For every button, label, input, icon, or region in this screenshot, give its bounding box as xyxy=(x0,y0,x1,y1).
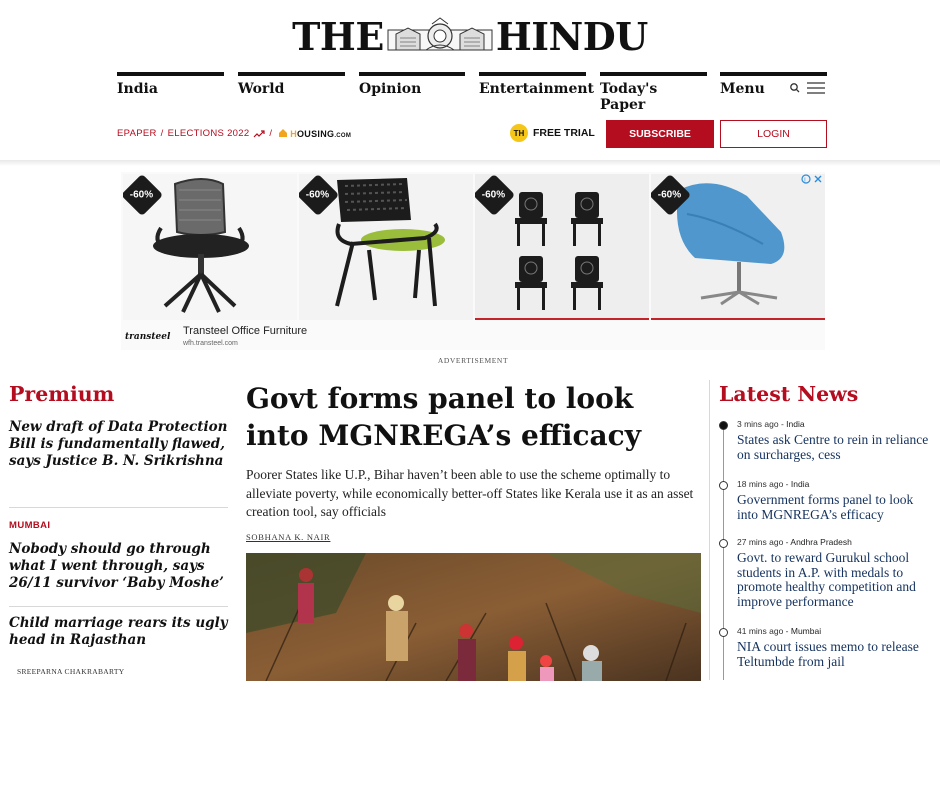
housing-house-icon xyxy=(279,129,287,137)
housing-rest: OUSING xyxy=(297,128,335,139)
th-badge-icon: TH xyxy=(510,124,528,142)
lead-story xyxy=(246,380,702,542)
story-kicker[interactable]: MUMBAI xyxy=(9,520,51,531)
nav-label: India xyxy=(117,81,158,97)
meta-sep: - xyxy=(783,479,791,489)
nav-item-world[interactable] xyxy=(238,72,345,98)
elections-link[interactable]: ELECTIONS 2022 xyxy=(167,128,250,139)
news-section[interactable]: Mumbai xyxy=(790,626,822,636)
housing-link[interactable] xyxy=(279,129,351,139)
nav-label: World xyxy=(238,81,285,97)
free-trial-link[interactable] xyxy=(510,124,595,142)
premium-section xyxy=(9,382,228,676)
news-headline[interactable]: Govt. to reward Gurukul school students in A.P. with medals to promote healthy competition and improve performance xyxy=(737,550,916,609)
masthead-logo[interactable] xyxy=(0,12,940,60)
search-menu-icon[interactable] xyxy=(789,80,827,96)
news-headline[interactable]: Government forms panel to look into MGNREGA’s efficacy xyxy=(737,492,914,522)
premium-title[interactable]: Premium xyxy=(9,382,115,406)
main-nav xyxy=(117,72,827,113)
link-separator: / xyxy=(160,128,164,139)
ad-product-tile[interactable] xyxy=(475,174,649,320)
nav-label: Today's Paper xyxy=(600,81,658,113)
svg-text:i: i xyxy=(804,177,806,184)
lead-byline[interactable]: SOBHANA K. NAIR xyxy=(246,531,331,542)
news-section[interactable]: Andhra Pradesh xyxy=(790,537,852,547)
news-meta xyxy=(737,479,809,489)
subscribe-button[interactable]: SUBSCRIBE xyxy=(606,120,714,148)
link-separator: / xyxy=(269,128,273,139)
quick-links xyxy=(117,128,351,139)
timeline-dot-icon xyxy=(719,481,728,490)
meta-sep: - xyxy=(783,626,791,636)
news-time: 27 mins ago xyxy=(737,537,784,547)
news-headline[interactable]: NIA court issues memo to release Teltumbde from jail xyxy=(737,639,919,669)
discount-label: -60% xyxy=(306,189,330,201)
sub-header xyxy=(117,120,827,148)
nav-label: Menu xyxy=(720,81,765,97)
advertiser-url[interactable]: wfh.transteel.com xyxy=(183,340,238,347)
logo-word-left: THE xyxy=(292,13,384,59)
lead-headline[interactable]: Govt forms panel to look into MGNREGA’s efficacy xyxy=(246,382,641,452)
nav-item-india[interactable] xyxy=(117,72,224,98)
news-time: 41 mins ago xyxy=(737,626,784,636)
advertisement-banner[interactable] xyxy=(121,172,825,350)
news-time: 18 mins ago xyxy=(737,479,784,489)
nav-item-opinion[interactable] xyxy=(359,72,465,98)
story-author[interactable]: SREEPARNA CHAKRABARTY xyxy=(17,667,125,676)
ad-product-tile[interactable] xyxy=(123,174,297,320)
logo-word-right: HINDU xyxy=(495,13,648,59)
latest-news-title[interactable]: Latest News xyxy=(719,382,859,406)
latest-news-section xyxy=(719,382,940,669)
discount-label: -60% xyxy=(482,189,506,201)
advertisement-label: ADVERTISEMENT xyxy=(437,356,509,365)
news-section[interactable]: India xyxy=(786,419,805,429)
epaper-link[interactable]: EPAPER xyxy=(117,128,157,139)
crest-emblem-icon xyxy=(386,16,494,56)
news-section[interactable]: India xyxy=(790,479,810,489)
premium-story-link[interactable]: Nobody should go through what I went through, says 26/11 survivor ‘Baby Moshe’ xyxy=(9,541,224,591)
advertiser-name[interactable]: Transteel Office Furniture xyxy=(183,325,308,337)
nav-label: Opinion xyxy=(359,81,422,97)
news-meta xyxy=(737,537,852,547)
timeline-dot-icon xyxy=(719,421,728,430)
timeline-line xyxy=(723,426,724,680)
news-meta xyxy=(737,626,821,636)
free-trial-label: FREE TRIAL xyxy=(533,127,595,139)
nav-item-entertainment[interactable] xyxy=(479,72,595,98)
trending-arrow-icon xyxy=(253,130,265,138)
discount-label: -60% xyxy=(658,189,682,201)
premium-story-link[interactable]: Child marriage rears its ugly head in Rajasthan xyxy=(9,615,228,648)
lead-summary: Poorer States like U.P., Bihar haven’t been able to use the scheme optimally to alleviate poverty, while economically better-off States like Kerala use it as an asset creation tool, say officials xyxy=(246,467,694,519)
ad-product-tile[interactable] xyxy=(299,174,473,320)
header-divider xyxy=(0,160,940,166)
lead-photo[interactable] xyxy=(246,553,701,681)
timeline-dot-icon xyxy=(719,539,728,548)
meta-sep: - xyxy=(783,537,791,547)
advertiser-logo: transteel xyxy=(125,332,171,342)
housing-com: .COM xyxy=(334,132,352,139)
column-divider xyxy=(709,380,710,680)
divider xyxy=(9,507,228,508)
ad-product-tile[interactable] xyxy=(651,174,825,320)
nav-item-todays-paper[interactable] xyxy=(600,72,707,113)
divider xyxy=(9,606,228,607)
news-headline[interactable]: States ask Centre to rein in reliance on surcharges, cess xyxy=(737,432,929,462)
meta-sep: - xyxy=(778,419,787,429)
news-meta xyxy=(737,419,805,429)
nav-label: Entertainment xyxy=(479,81,595,97)
adchoices-close-icon[interactable] xyxy=(801,174,823,184)
workers-photo-image xyxy=(246,553,701,681)
login-button[interactable]: LOGIN xyxy=(720,120,827,148)
timeline-dot-icon xyxy=(719,628,728,637)
discount-label: -60% xyxy=(130,189,154,201)
housing-h: H xyxy=(290,128,297,139)
news-time: 3 mins ago xyxy=(737,419,779,429)
premium-story-link[interactable]: New draft of Data Protection Bill is fundamentally flawed, says Justice B. N. Srikrishna xyxy=(9,419,228,469)
